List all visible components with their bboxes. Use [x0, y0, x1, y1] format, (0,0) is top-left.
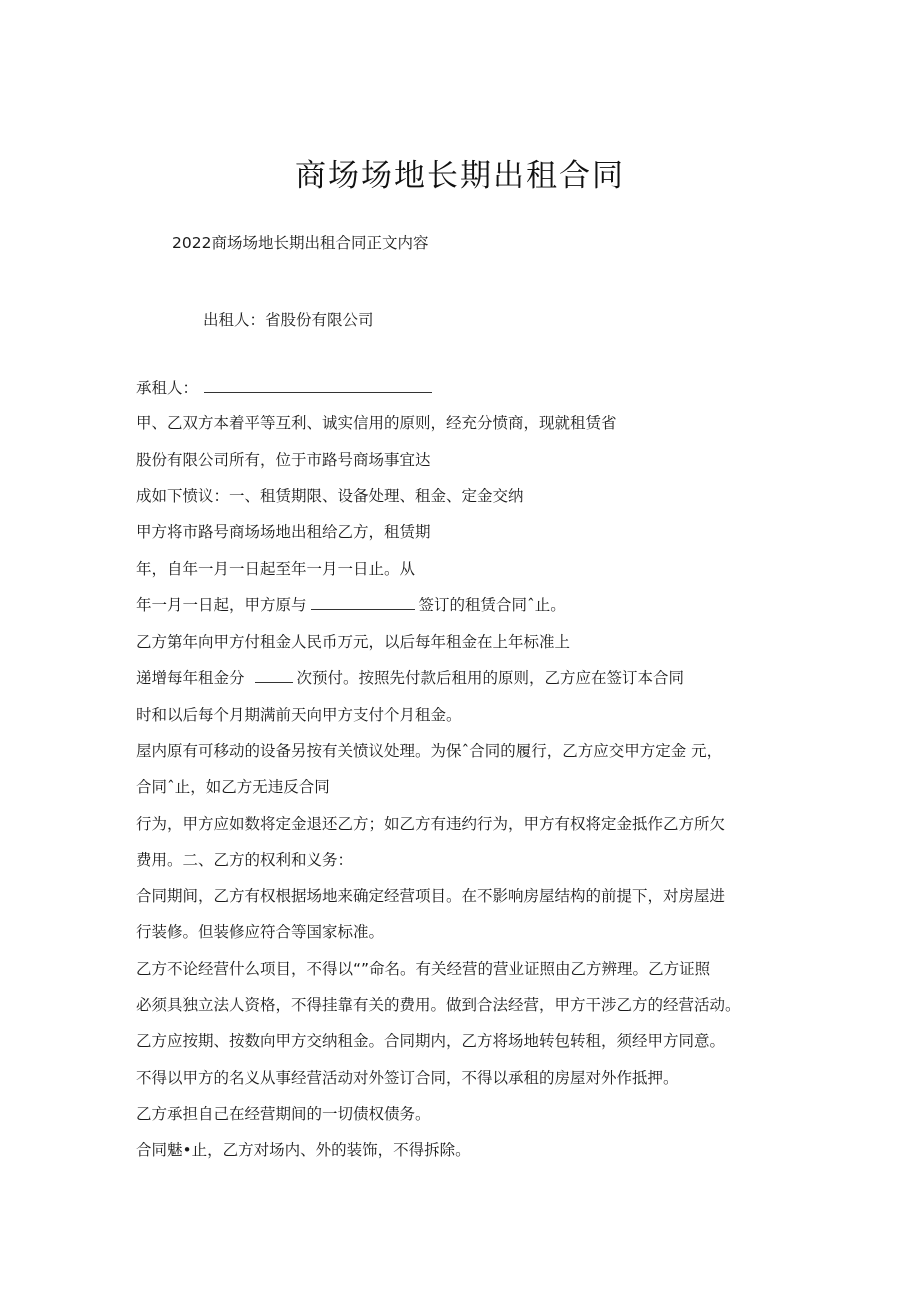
rent-installment-blank	[255, 667, 293, 683]
body-line: 合同ˆ止，如乙方无违反合同	[136, 778, 330, 796]
body-line: 成如下愤议：一、租赁期限、设备处理、租金、定金交纳	[136, 487, 524, 505]
rent-text-a: 递增每年租金分	[136, 669, 245, 687]
body-line: 年，自年一月一日起至年一月一日止。从	[136, 560, 416, 578]
body-line: 行为，甲方应如数将定金退还乙方；如乙方有违约行为，甲方有权将定金抵作乙方所欠	[136, 815, 726, 833]
lessee-label: 承租人：	[136, 379, 199, 397]
document-title: 商场场地长期出租合同	[295, 158, 625, 194]
document-subtitle: 2022商场场地长期出租合同正文内容	[172, 234, 429, 252]
prev-contract-line	[136, 594, 566, 616]
prev-contract-blank	[311, 594, 415, 610]
body-line: 股份有限公司所有，位于市路号商场事宜达	[136, 451, 431, 469]
rent-line-1: 乙方第年向甲方付租金人民币万元，以后每年租金在上年标准上	[136, 633, 571, 651]
body-line: 不得以甲方的名义从事经营活动对外签订合同，不得以承租的房屋对外作抵押。	[136, 1069, 679, 1087]
lessee-line	[136, 377, 432, 399]
lessor-line: 出租人：省股份有限公司	[203, 311, 374, 329]
prev-contract-text-b: 签订的租赁合同ˆ止。	[418, 596, 566, 614]
rent-text-b: 次预付。按照先付款后租用的原则，乙方应在签订本合同	[296, 669, 685, 687]
body-line: 乙方承担自己在经营期间的一切债权债务。	[136, 1105, 431, 1123]
body-line: 费用。二、乙方的权利和义务：	[136, 851, 354, 869]
body-line: 乙方应按期、按数向甲方交纳租金。合同期内，乙方将场地转包转租，须经甲方同意。	[136, 1032, 726, 1050]
body-line: 行装修。但装修应符合等国家标准。	[136, 923, 385, 941]
body-line: 时和以后每个月期满前天向甲方支付个月租金。	[136, 706, 462, 724]
body-line: 合同期间，乙方有权根据场地来确定经营项目。在不影响房屋结构的前提下，对房屋进	[136, 887, 726, 905]
body-line: 合同魅•止，乙方对场内、外的装饰，不得拆除。	[136, 1141, 471, 1159]
prev-contract-text-a: 年一月一日起，甲方原与	[136, 596, 307, 614]
body-line: 甲方将市路号商场场地出租给乙方，租赁期	[136, 523, 431, 541]
body-line: 乙方不论经营什么项目，不得以“”命名。有关经营的营业证照由乙方辨理。乙方证照	[136, 960, 711, 978]
body-line: 甲、乙双方本着平等互利、诚实信用的原则，经充分愤商，现就租赁省	[136, 414, 617, 432]
body-line: 屋内原有可移动的设备另按有关愤议处理。为保ˆ合同的履行，乙方应交甲方定金 元，	[136, 742, 723, 760]
rent-line-2	[136, 667, 684, 689]
lessee-blank	[204, 377, 432, 393]
body-line: 必须具独立法人资格，不得挂靠有关的费用。做到合法经营，甲方干涉乙方的经营活动。	[136, 996, 741, 1014]
